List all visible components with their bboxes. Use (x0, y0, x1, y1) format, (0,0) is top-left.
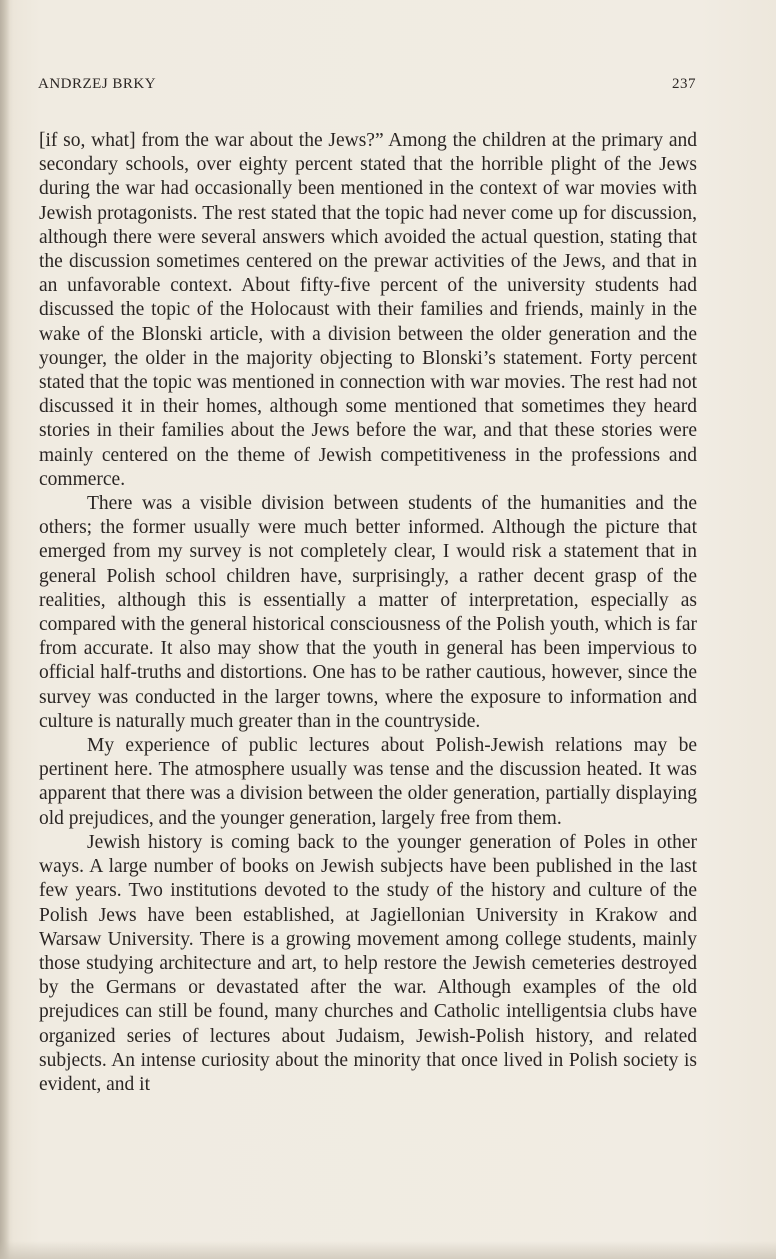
paragraph: There was a visible division between students of the humanities and the others; the former usually were much better informed. Although the picture that emerged from my survey is not completely clear, I would risk a statement that in general Polish school children have, surprisingly, a rather decent grasp of the realities, although this is essentially a matter of interpretation, especially as compared with the general historical consciousness of the Polish youth, which is far from accurate. It also may show that the youth in general has been impervious to official half-truths and distortions. One has to be rather cautious, however, since the survey was conducted in the larger towns, where the exposure to information and culture is naturally much greater than in the countryside. (39, 493, 697, 732)
page-bottom-shadow (0, 1241, 776, 1259)
running-head-author: ANDRZEJ BRKY (38, 76, 157, 92)
paragraph-continued: [if so, what] from the war about the Jews?” Among the children at the primary and secondary schools, over eighty percent stated that the horrible plight of the Jews during the war had occasionally been mentioned in the context of war movies with Jewish protagonists. The rest stated that the topic had never come up for discussion, although there were several answers which avoided the actual question, stating that the discussion sometimes centered on the prewar activities of the Jews, and that in an unfavorable context. About fifty-five percent of the university students had discussed the topic of the Holocaust with their families and friends, mainly in the wake of the Blonski article, with a division between the older generation and the younger, the older in the majority objecting to Blonski’s statement. Forty percent stated that the topic was mentioned in connection with war movies. The rest had not discussed it in their homes, although some mentioned that sometimes they heard stories in their families about the Jews before the war, and that these stories were mainly centered on the theme of Jewish competitiveness in the professions and commerce. (39, 130, 697, 490)
page-number: 237 (672, 76, 696, 92)
binding-shadow (0, 0, 10, 1259)
body-text (39, 129, 697, 1097)
paragraph: Jewish history is coming back to the younger generation of Poles in other ways. A large number of books on Jewish subjects have been published in the last few years. Two institutions devoted to the study of the history and culture of the Polish Jews have been established, at Jagiellonian University in Krakow and Warsaw University. There is a growing movement among college students, mainly those studying architecture and art, to help restore the Jewish cemeteries destroyed by the Germans or devastated after the war. Although examples of the old prejudices can still be found, many churches and Catholic intelligentsia clubs have organized series of lectures about Judaism, Jewish-Polish history, and related subjects. An intense curiosity about the minority that once lived in Polish society is evident, and it (39, 831, 697, 1095)
paragraph: My experience of public lectures about Polish-Jewish relations may be pertinent here. The atmosphere usually was tense and the discussion heated. It was apparent that there was a division between the older generation, partially displaying old prejudices, and the younger generation, largely free from them. (39, 735, 697, 829)
